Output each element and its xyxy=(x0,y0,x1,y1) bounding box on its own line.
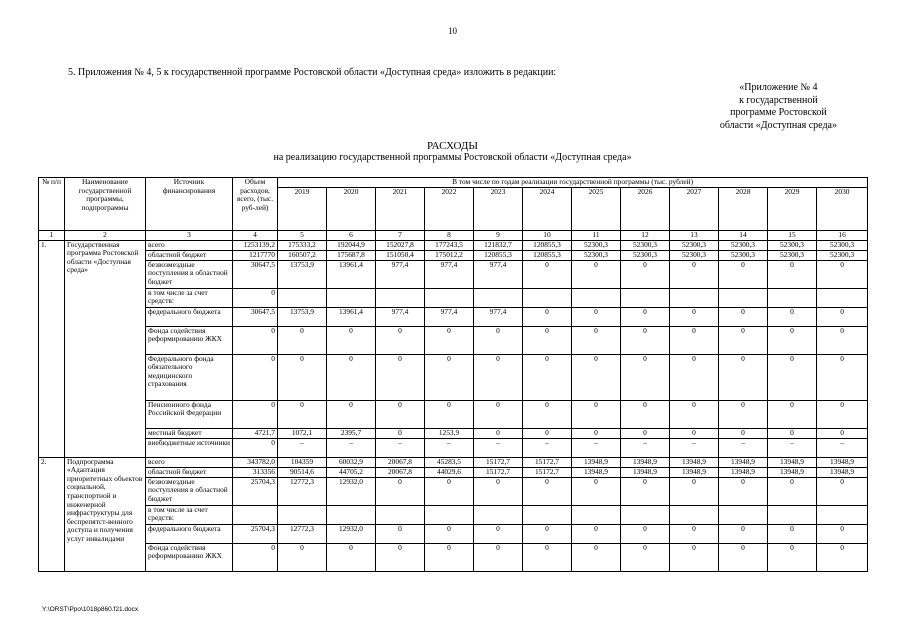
funding-source: безвозмездные поступления в областной бюджет xyxy=(146,477,233,505)
year-amount: 0 xyxy=(768,260,817,288)
funding-source: Пенсионного фонда Российской Федерации xyxy=(146,400,233,428)
year-amount: 15172,7 xyxy=(474,457,523,467)
year-amount: 13948,9 xyxy=(719,457,768,467)
year-amount: 52300,3 xyxy=(621,250,670,260)
year-amount: 0 xyxy=(327,400,376,428)
year-amount: 0 xyxy=(425,354,474,400)
year-amount: 0 xyxy=(376,524,425,543)
header-year: 2025 xyxy=(572,187,621,230)
year-amount: 13948,9 xyxy=(572,457,621,467)
year-amount: 0 xyxy=(425,543,474,571)
year-amount: 13948,9 xyxy=(768,467,817,477)
year-amount: 0 xyxy=(670,428,719,438)
year-amount: 0 xyxy=(817,354,868,400)
year-amount: 12772,3 xyxy=(278,524,327,543)
column-number: 12 xyxy=(621,230,670,240)
column-number: 9 xyxy=(474,230,523,240)
total-amount: 0 xyxy=(233,354,278,400)
year-amount: 0 xyxy=(572,428,621,438)
year-amount: – xyxy=(327,438,376,457)
year-amount: 0 xyxy=(719,543,768,571)
year-amount: 977,4 xyxy=(474,260,523,288)
year-amount xyxy=(523,505,572,524)
year-amount: 0 xyxy=(523,428,572,438)
year-amount: 90514,6 xyxy=(278,467,327,477)
year-amount: 0 xyxy=(425,326,474,354)
total-amount: 4721,7 xyxy=(233,428,278,438)
programme-name: Государственная программа Ростовской области «Доступная среда» xyxy=(65,240,146,457)
column-number: 5 xyxy=(278,230,327,240)
year-amount: – xyxy=(523,438,572,457)
total-amount: 1217770 xyxy=(233,250,278,260)
header-year: 2026 xyxy=(621,187,670,230)
year-amount: 0 xyxy=(719,354,768,400)
year-amount: 0 xyxy=(523,400,572,428)
table-row xyxy=(39,240,868,250)
year-amount: – xyxy=(621,438,670,457)
funding-source: в том числе за счет средств: xyxy=(146,505,233,524)
year-amount: 0 xyxy=(278,326,327,354)
year-amount xyxy=(474,505,523,524)
funding-source: Федерального фонда обязательного медицинского страхования xyxy=(146,354,233,400)
header-year: 2024 xyxy=(523,187,572,230)
year-amount: 0 xyxy=(523,543,572,571)
year-amount: 1072,1 xyxy=(278,428,327,438)
table-row xyxy=(39,524,868,543)
expenditure-table xyxy=(38,177,868,572)
column-number: 10 xyxy=(523,230,572,240)
year-amount: 13948,9 xyxy=(572,467,621,477)
year-amount: 0 xyxy=(719,307,768,326)
year-amount: 977,4 xyxy=(474,307,523,326)
year-amount xyxy=(768,505,817,524)
funding-source: федерального бюджета xyxy=(146,307,233,326)
year-amount: 0 xyxy=(376,477,425,505)
year-amount: 52300,3 xyxy=(670,250,719,260)
year-amount: – xyxy=(670,438,719,457)
funding-source: безвозмездные поступления в областной бюджет xyxy=(146,260,233,288)
year-amount: 0 xyxy=(817,260,868,288)
year-amount: 0 xyxy=(670,260,719,288)
year-amount: 15172,7 xyxy=(523,467,572,477)
total-amount: 0 xyxy=(233,543,278,571)
year-amount: 0 xyxy=(376,400,425,428)
year-amount: 60032,9 xyxy=(327,457,376,467)
column-number: 1 xyxy=(39,230,65,240)
year-amount xyxy=(376,505,425,524)
table-row xyxy=(39,307,868,326)
year-amount: 13753,9 xyxy=(278,260,327,288)
year-amount: 1253,9 xyxy=(425,428,474,438)
column-number: 3 xyxy=(146,230,233,240)
year-amount: 175333,2 xyxy=(278,240,327,250)
total-amount: 0 xyxy=(233,288,278,307)
year-amount: 0 xyxy=(572,524,621,543)
year-amount: 0 xyxy=(768,428,817,438)
year-amount: 0 xyxy=(474,354,523,400)
year-amount xyxy=(278,505,327,524)
year-amount: 0 xyxy=(572,307,621,326)
year-amount: 151050,4 xyxy=(376,250,425,260)
year-amount: 0 xyxy=(523,477,572,505)
year-amount: 0 xyxy=(817,326,868,354)
year-amount: 0 xyxy=(327,354,376,400)
year-amount: 0 xyxy=(523,326,572,354)
year-amount xyxy=(817,288,868,307)
year-amount: 104359 xyxy=(278,457,327,467)
year-amount: 0 xyxy=(278,354,327,400)
header-year: 2021 xyxy=(376,187,425,230)
total-amount: 0 xyxy=(233,400,278,428)
total-amount: 0 xyxy=(233,326,278,354)
column-number: 11 xyxy=(572,230,621,240)
year-amount: 0 xyxy=(621,524,670,543)
year-amount: 977,4 xyxy=(376,307,425,326)
year-amount: 12772,3 xyxy=(278,477,327,505)
year-amount: 0 xyxy=(474,524,523,543)
year-amount: 977,4 xyxy=(425,307,474,326)
year-amount: 13948,9 xyxy=(817,467,868,477)
year-amount xyxy=(278,288,327,307)
table-row xyxy=(39,438,868,457)
header-year: 2023 xyxy=(474,187,523,230)
year-amount: 0 xyxy=(719,326,768,354)
funding-source: в том числе за счет средств: xyxy=(146,288,233,307)
year-amount xyxy=(621,505,670,524)
table-row xyxy=(39,260,868,288)
year-amount: 120855,3 xyxy=(523,250,572,260)
intro-paragraph: 5. Приложения № 4, 5 к государственной программе Ростовской области «Доступная среда» изложить в редакции: xyxy=(68,67,557,78)
year-amount: 13948,9 xyxy=(719,467,768,477)
column-number: 6 xyxy=(327,230,376,240)
year-amount: 52300,3 xyxy=(572,250,621,260)
column-number-row xyxy=(39,230,868,240)
year-amount xyxy=(327,288,376,307)
year-amount: 120855,3 xyxy=(474,250,523,260)
year-amount xyxy=(572,505,621,524)
year-amount xyxy=(425,288,474,307)
year-amount xyxy=(670,288,719,307)
header-row xyxy=(39,178,868,188)
year-amount: 13948,9 xyxy=(621,457,670,467)
total-amount: 1253139,2 xyxy=(233,240,278,250)
year-amount xyxy=(474,288,523,307)
year-amount: 0 xyxy=(670,400,719,428)
heading-title: РАСХОДЫ xyxy=(426,140,479,152)
year-amount: 0 xyxy=(572,477,621,505)
year-amount: 152027,8 xyxy=(376,240,425,250)
year-amount: – xyxy=(817,438,868,457)
year-amount: 20067,8 xyxy=(376,457,425,467)
year-amount: 13948,9 xyxy=(670,467,719,477)
year-amount: 0 xyxy=(817,477,868,505)
year-amount xyxy=(621,288,670,307)
column-number: 13 xyxy=(670,230,719,240)
year-amount: 0 xyxy=(327,543,376,571)
funding-source: областной бюджет xyxy=(146,467,233,477)
year-amount: 0 xyxy=(425,524,474,543)
year-amount: 0 xyxy=(817,543,868,571)
year-amount: 0 xyxy=(572,326,621,354)
heading-subtitle: на реализацию государственной программы Ростовской области «Доступная среда» xyxy=(273,152,632,163)
table-row xyxy=(39,326,868,354)
year-amount: 52300,3 xyxy=(719,250,768,260)
year-amount: 52300,3 xyxy=(670,240,719,250)
table-row xyxy=(39,428,868,438)
year-amount: 120855,3 xyxy=(523,240,572,250)
year-amount: 0 xyxy=(768,354,817,400)
year-amount: 52300,3 xyxy=(572,240,621,250)
year-amount: 13961,4 xyxy=(327,260,376,288)
year-amount xyxy=(425,505,474,524)
year-amount: 0 xyxy=(768,326,817,354)
year-amount: – xyxy=(425,438,474,457)
appendix-line: к государственной xyxy=(739,94,818,106)
year-amount: – xyxy=(376,438,425,457)
year-amount: 12932,0 xyxy=(327,477,376,505)
year-amount: 13961,4 xyxy=(327,307,376,326)
page-number: 10 xyxy=(448,26,457,36)
year-amount: 0 xyxy=(523,354,572,400)
year-amount: 0 xyxy=(817,400,868,428)
table-row xyxy=(39,467,868,477)
funding-source: федерального бюджета xyxy=(146,524,233,543)
year-amount: 0 xyxy=(376,543,425,571)
appendix-line: области «Доступная среда» xyxy=(719,119,837,131)
header-total: Объем расходов, всего, (тыс. руб-лей) xyxy=(233,178,278,231)
year-amount: 0 xyxy=(621,543,670,571)
total-amount xyxy=(233,505,278,524)
column-number: 2 xyxy=(65,230,146,240)
table-row xyxy=(39,477,868,505)
year-amount: 52300,3 xyxy=(621,240,670,250)
year-amount xyxy=(327,505,376,524)
year-amount: 0 xyxy=(670,307,719,326)
year-amount: 0 xyxy=(474,543,523,571)
year-amount: 0 xyxy=(719,260,768,288)
year-amount: – xyxy=(768,438,817,457)
year-amount: 44029,6 xyxy=(425,467,474,477)
header-year: 2028 xyxy=(719,187,768,230)
year-amount: 0 xyxy=(670,477,719,505)
year-amount: 0 xyxy=(376,428,425,438)
year-amount xyxy=(719,288,768,307)
year-amount: 0 xyxy=(474,326,523,354)
year-amount: 0 xyxy=(376,326,425,354)
year-amount: 13948,9 xyxy=(817,457,868,467)
row-number: 2. xyxy=(39,457,65,571)
year-amount: 175687,8 xyxy=(327,250,376,260)
year-amount: 121832,7 xyxy=(474,240,523,250)
year-amount xyxy=(817,505,868,524)
year-amount: 52300,3 xyxy=(768,250,817,260)
year-amount xyxy=(376,288,425,307)
year-amount: 0 xyxy=(817,307,868,326)
year-amount: 0 xyxy=(327,326,376,354)
year-amount: 0 xyxy=(670,354,719,400)
year-amount: 0 xyxy=(572,260,621,288)
programme-name: Подпрограмма «Адаптация приоритетных объектов социальной, транспортной и инженерной инфраструктуры для беспрепятст-венного доступа и получения услуг инвалидами xyxy=(65,457,146,571)
year-amount: 52300,3 xyxy=(768,240,817,250)
year-amount: 0 xyxy=(523,307,572,326)
year-amount: 0 xyxy=(719,524,768,543)
year-amount: 0 xyxy=(572,543,621,571)
year-amount: 0 xyxy=(768,307,817,326)
year-amount: 0 xyxy=(768,400,817,428)
column-number: 8 xyxy=(425,230,474,240)
header-year: 2022 xyxy=(425,187,474,230)
year-amount: 52300,3 xyxy=(817,240,868,250)
header-source: Источник финансирования xyxy=(146,178,233,231)
year-amount: 977,4 xyxy=(425,260,474,288)
year-amount: 175012,2 xyxy=(425,250,474,260)
header-year: 2029 xyxy=(768,187,817,230)
table-row xyxy=(39,457,868,467)
appendix-line: программе Ростовской xyxy=(730,107,827,118)
year-amount: 0 xyxy=(719,428,768,438)
year-amount: – xyxy=(278,438,327,457)
year-amount: 0 xyxy=(474,428,523,438)
year-amount: 0 xyxy=(719,477,768,505)
year-amount: 0 xyxy=(670,524,719,543)
year-amount: 0 xyxy=(572,354,621,400)
column-number: 7 xyxy=(376,230,425,240)
year-amount xyxy=(719,505,768,524)
year-amount: 0 xyxy=(474,477,523,505)
year-amount: 13948,9 xyxy=(670,457,719,467)
total-amount: 25704,3 xyxy=(233,524,278,543)
year-amount: 0 xyxy=(278,543,327,571)
year-amount: 20067,8 xyxy=(376,467,425,477)
funding-source: Фонда содействия реформированию ЖКХ xyxy=(146,326,233,354)
total-amount: 343782,0 xyxy=(233,457,278,467)
year-amount xyxy=(523,288,572,307)
total-amount: 25704,3 xyxy=(233,477,278,505)
appendix-line: «Приложение № 4 xyxy=(739,82,818,93)
year-amount: 0 xyxy=(768,477,817,505)
year-amount: 0 xyxy=(621,260,670,288)
total-amount: 30647,5 xyxy=(233,260,278,288)
header-name: Наименование государственной программы, подпрограммы xyxy=(65,178,146,231)
year-amount: 52300,3 xyxy=(817,250,868,260)
header-year: 2030 xyxy=(817,187,868,230)
year-amount: – xyxy=(572,438,621,457)
year-amount: 0 xyxy=(621,307,670,326)
year-amount: 0 xyxy=(719,400,768,428)
table-row xyxy=(39,250,868,260)
funding-source: всего xyxy=(146,240,233,250)
year-amount: 12932,0 xyxy=(327,524,376,543)
year-amount: 13948,9 xyxy=(621,467,670,477)
year-amount: 0 xyxy=(621,354,670,400)
funding-source: внебюджетные источники xyxy=(146,438,233,457)
column-number: 15 xyxy=(768,230,817,240)
year-amount: 15172,7 xyxy=(523,457,572,467)
year-amount: 0 xyxy=(425,400,474,428)
year-amount: 0 xyxy=(768,524,817,543)
year-amount: 0 xyxy=(670,326,719,354)
year-amount: 192044,9 xyxy=(327,240,376,250)
year-amount: 13753,9 xyxy=(278,307,327,326)
year-amount: 0 xyxy=(425,477,474,505)
total-amount: 313356 xyxy=(233,467,278,477)
year-amount: 977,4 xyxy=(376,260,425,288)
file-path-footer: Y:\ORST\Ppo\1018p860.f21.docx xyxy=(42,606,139,613)
year-amount: 0 xyxy=(474,400,523,428)
table-row xyxy=(39,505,868,524)
table-row xyxy=(39,354,868,400)
year-amount: 177243,5 xyxy=(425,240,474,250)
year-amount: 0 xyxy=(621,477,670,505)
year-amount: 0 xyxy=(278,400,327,428)
total-amount: 0 xyxy=(233,438,278,457)
column-number: 16 xyxy=(817,230,868,240)
funding-source: местный бюджет xyxy=(146,428,233,438)
year-amount: 45283,5 xyxy=(425,457,474,467)
total-amount: 30647,5 xyxy=(233,307,278,326)
funding-source: всего xyxy=(146,457,233,467)
year-amount: 0 xyxy=(670,543,719,571)
year-amount: 0 xyxy=(376,354,425,400)
year-amount: 0 xyxy=(621,326,670,354)
year-amount: 0 xyxy=(817,428,868,438)
column-number: 14 xyxy=(719,230,768,240)
year-amount: 15172,7 xyxy=(474,467,523,477)
row-number: 1. xyxy=(39,240,65,457)
year-amount: 0 xyxy=(572,400,621,428)
year-amount: 160507,2 xyxy=(278,250,327,260)
document-heading xyxy=(0,140,905,164)
year-amount: 2395,7 xyxy=(327,428,376,438)
year-amount xyxy=(572,288,621,307)
year-amount: 0 xyxy=(621,400,670,428)
year-amount: 52300,3 xyxy=(719,240,768,250)
column-number: 4 xyxy=(233,230,278,240)
year-amount: – xyxy=(719,438,768,457)
table-row xyxy=(39,543,868,571)
header-number: № п/п xyxy=(39,178,65,231)
year-amount xyxy=(670,505,719,524)
funding-source: областной бюджет xyxy=(146,250,233,260)
year-amount: 0 xyxy=(768,543,817,571)
year-amount: – xyxy=(474,438,523,457)
header-years-group: В том числе по годам реализации государственной программы (тыс. рублей) xyxy=(278,178,868,188)
header-year: 2019 xyxy=(278,187,327,230)
header-year: 2020 xyxy=(327,187,376,230)
year-amount: 0 xyxy=(621,428,670,438)
year-amount: 13948,9 xyxy=(768,457,817,467)
header-year: 2027 xyxy=(670,187,719,230)
table-row xyxy=(39,288,868,307)
appendix-reference xyxy=(720,82,837,132)
year-amount: 0 xyxy=(523,524,572,543)
year-amount: 0 xyxy=(817,524,868,543)
year-amount: 44705,2 xyxy=(327,467,376,477)
funding-source: Фонда содействия реформированию ЖКХ xyxy=(146,543,233,571)
year-amount: 0 xyxy=(523,260,572,288)
year-amount xyxy=(768,288,817,307)
table-row xyxy=(39,400,868,428)
